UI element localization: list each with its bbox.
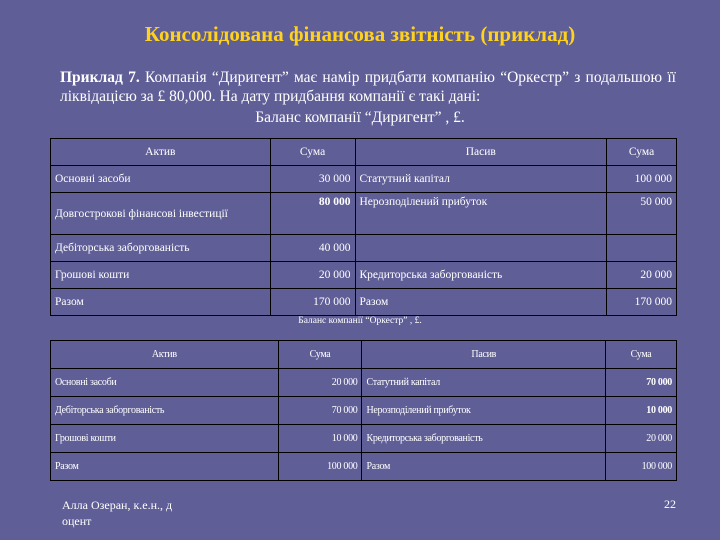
table-header-row <box>51 341 677 369</box>
header-amount: Сума <box>606 341 677 369</box>
author-footer: Алла Озеран, к.е.н., д оцент <box>62 498 173 528</box>
asset-amount: 10 000 <box>278 425 362 453</box>
asset-amount: 20 000 <box>270 262 355 289</box>
liability-total-label: Разом <box>355 289 607 316</box>
liability-name: Статутний капітал <box>362 369 606 397</box>
asset-total: 170 000 <box>270 289 355 316</box>
page-number: 22 <box>664 497 676 511</box>
liability-total: 170 000 <box>607 289 677 316</box>
balance-table-orkestr <box>50 340 677 481</box>
table-total-row <box>51 289 677 316</box>
liability-amount: 20 000 <box>606 425 677 453</box>
liability-name: Статутний капітал <box>355 166 607 193</box>
asset-name: Основні засоби <box>51 369 279 397</box>
table-row <box>51 262 677 289</box>
asset-name: Основні засоби <box>51 166 271 193</box>
table-row <box>51 166 677 193</box>
table-row <box>51 425 677 453</box>
header-amount: Сума <box>278 341 362 369</box>
liability-amount: 20 000 <box>607 262 677 289</box>
liability-name: Кредиторська заборгованість <box>362 425 606 453</box>
asset-total-label: Разом <box>51 453 279 481</box>
asset-name: Дебіторська заборгованість <box>51 397 279 425</box>
table-row <box>51 193 677 235</box>
header-asset: Актив <box>51 139 271 166</box>
header-asset: Актив <box>51 341 279 369</box>
slide-title: Консолідована фінансова звітність (приклад) <box>144 22 576 46</box>
asset-total: 100 000 <box>278 453 362 481</box>
balance-table-dyrygent <box>50 138 677 316</box>
liability-amount: 10 000 <box>606 397 677 425</box>
header-liability: Пасив <box>362 341 606 369</box>
liability-amount: 100 000 <box>607 166 677 193</box>
liability-name: Нерозподілений прибуток <box>355 193 607 235</box>
header-liability: Пасив <box>355 139 607 166</box>
liability-amount <box>607 235 677 262</box>
liability-total: 100 000 <box>606 453 677 481</box>
asset-name: Грошові кошти <box>51 262 271 289</box>
asset-amount: 30 000 <box>270 166 355 193</box>
table1-caption: Баланс компанії “Диригент” , £. <box>255 109 465 126</box>
asset-amount: 80 000 <box>270 193 355 235</box>
liability-name: Кредиторська заборгованість <box>355 262 607 289</box>
header-amount: Сума <box>270 139 355 166</box>
table-row <box>51 369 677 397</box>
table-row <box>51 397 677 425</box>
example-label: Приклад 7. <box>60 69 140 86</box>
liability-total-label: Разом <box>362 453 606 481</box>
liability-name: Нерозподілений прибуток <box>362 397 606 425</box>
asset-name: Грошові кошти <box>51 425 279 453</box>
asset-amount: 20 000 <box>278 369 362 397</box>
liability-name <box>355 235 607 262</box>
asset-amount: 40 000 <box>270 235 355 262</box>
table-header-row <box>51 139 677 166</box>
liability-amount: 70 000 <box>606 369 677 397</box>
table-row <box>51 235 677 262</box>
intro-text: Компанія “Диригент” має намір придбати компанію “Оркестр” з подальшою її ліквідацією за £ 80,000. На дату придбання компанії є такі дані: <box>60 69 676 105</box>
asset-name <box>51 193 271 235</box>
table-total-row <box>51 453 677 481</box>
asset-name: Дебіторська заборгованість <box>51 235 271 262</box>
asset-total-label: Разом <box>51 289 271 316</box>
header-amount: Сума <box>607 139 677 166</box>
table2-caption: Баланс компанії “Оркестр” , £. <box>298 316 422 326</box>
asset-amount: 70 000 <box>278 397 362 425</box>
intro-paragraph <box>60 68 676 106</box>
liability-amount: 50 000 <box>607 193 677 235</box>
asset-name-text: Довгострокові фінансові інвестиції <box>55 207 228 220</box>
